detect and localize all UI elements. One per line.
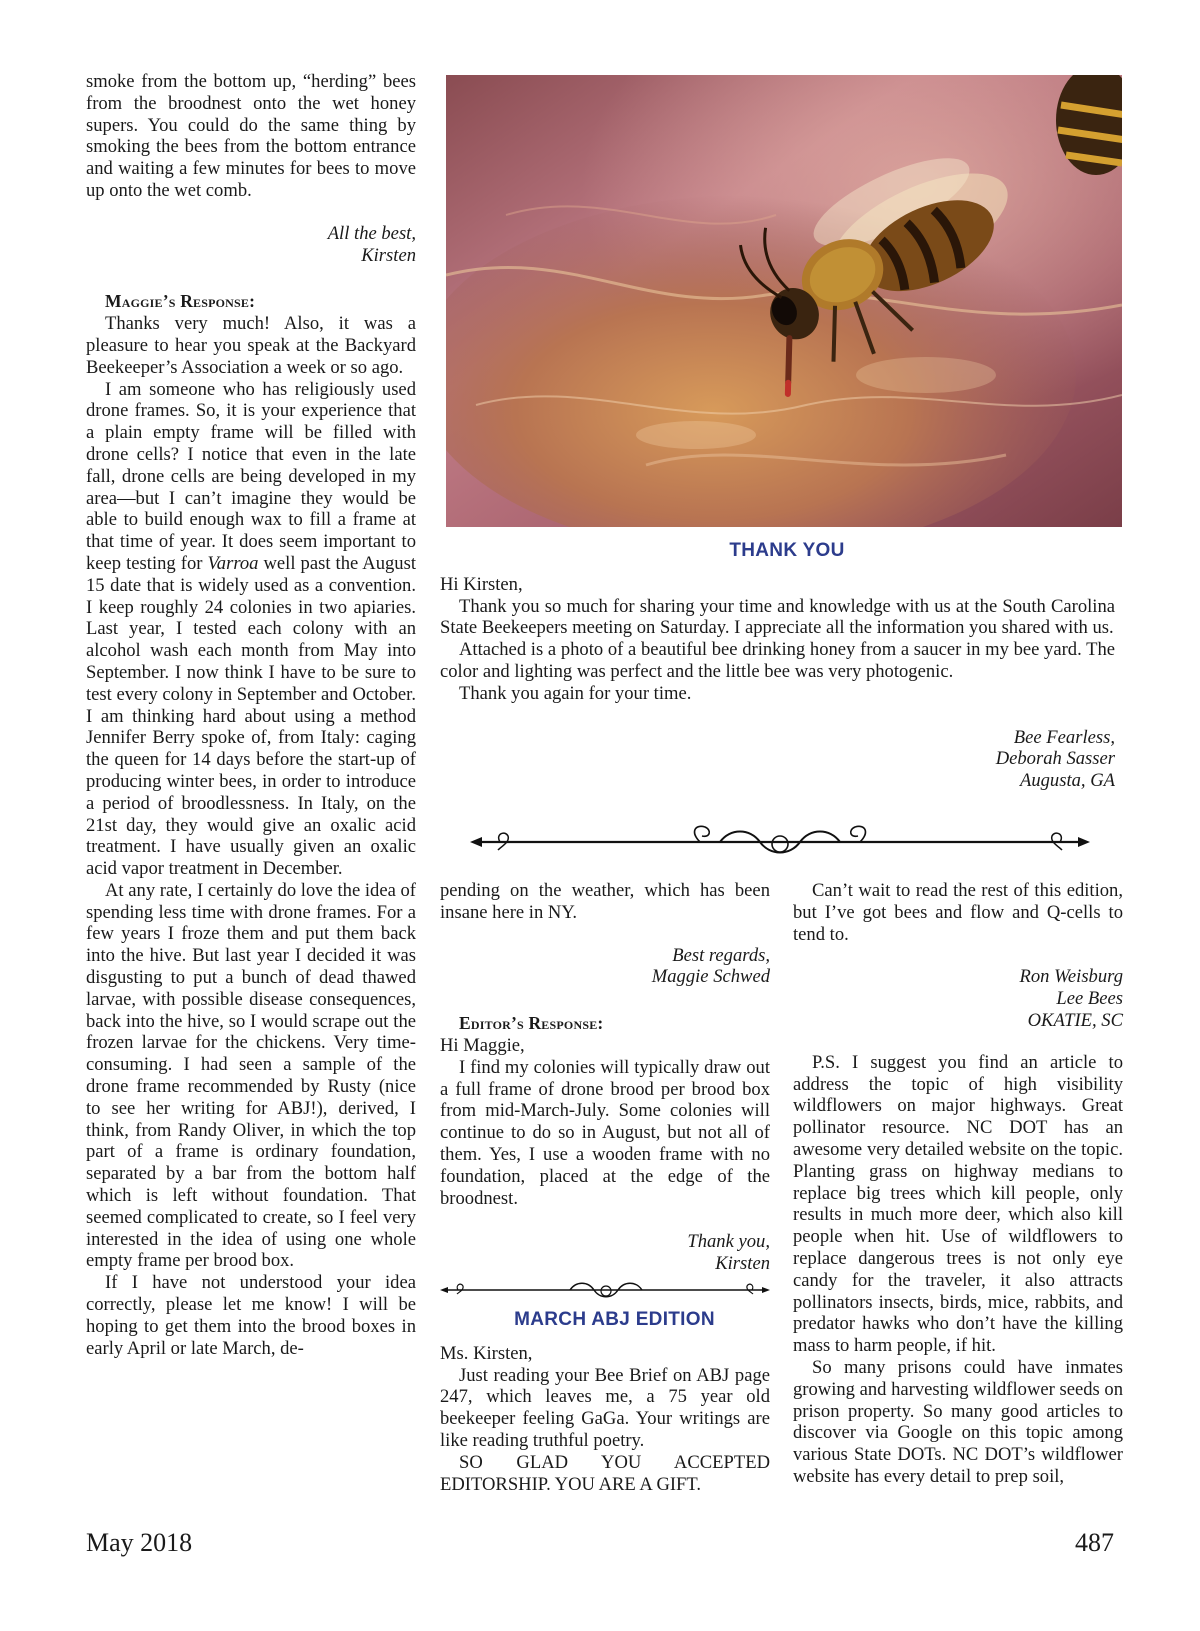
signature-line: Best regards, [672, 944, 770, 966]
body-paragraph: Just reading your Bee Brief on ABJ page 247, which leaves me, a 75 year old beekeeper feeling GaGa. Your writings are like reading truthful poetry. [440, 1364, 770, 1451]
body-paragraph: I find my colonies will typically draw out a full frame of drone brood per brood box from mid-March-July. Some colonies will continue to do so in August, but not all of them. Yes, I use a wooden frame with no foundation, placed at the edge of the broodnest. [440, 1056, 770, 1209]
body-paragraph: SO GLAD YOU ACCEPTED EDITORSHIP. YOU ARE A GIFT. [440, 1451, 770, 1495]
body-paragraph: At any rate, I certainly do love the idea of spending less time with drone frames. For a few years I froze them and put them back into the hive. But last year I decided it was disgusting to put a bunch of dead thawed larvae, with possible disease consequences, back into the hive, so I would scrape out the frozen larvae for the chickens. Very time-consuming. I had seen a sample of the drone frame recommended by Rusty (nice to see her writing for ABJ!), derived, I think, from Randy Oliver, in which the top part of a frame is ordinary foundation, separated by a bar from the bottom half which is left without foundation. That seemed complicated to create, so I feel very interested in the idea of using one whole empty frame per brood box. [86, 879, 416, 1272]
signature-business: Lee Bees [1056, 988, 1123, 1010]
signature-name: Maggie Schwed [651, 966, 770, 988]
sign-off-name: Kirsten [361, 244, 416, 266]
body-paragraph: Thank you again for your time. [459, 682, 692, 704]
right-column [793, 880, 1123, 1488]
march-edition-heading: MARCH ABJ EDITION [514, 1308, 715, 1330]
intro-paragraph: smoke from the bottom up, “herding” bees from the broodnest onto the wet honey supers. You could do the same thing by smoking the bees from the bottom entrance and waiting a few minutes for bees to move up onto the wet comb. [86, 71, 416, 201]
footer-date: May 2018 [86, 1528, 193, 1557]
thank-you-heading: THANK YOU [729, 540, 845, 561]
body-paragraph: Thank you so much for sharing your time and knowledge with us at the South Carolina State Beekeepers meeting on Saturday. I appreciate all the information you shared with us. [440, 595, 1115, 639]
maggie-response-heading: Maggie’s Response: [105, 291, 256, 312]
small-flourish-icon [440, 1277, 770, 1303]
left-column [86, 71, 416, 1359]
signature-name: Ron Weisburg [1019, 966, 1123, 988]
body-paragraph: If I have not understood your idea correctly, please let me know! I will be hoping to get them into the brood boxes in early April or late March, de- [86, 1272, 416, 1359]
thank-you-section [440, 540, 1115, 792]
italic-term: Varroa [207, 552, 259, 574]
continued-paragraph: pending on the weather, which has been insane here in NY. [440, 880, 770, 923]
body-paragraph: Can’t wait to read the rest of this edition, but I’ve got bees and flow and Q-cells to tend to. [793, 880, 1123, 945]
text-run: well past the August 15 date that is widely used as a convention. I keep roughly 24 colonies in two apiaries. Last year, I tested each colony with an alcohol wash each month from May into September. I now think I have to be sure to test every colony in September and October. I am thinking hard about using a method Jennifer Berry spoke of, from Italy: caging the queen for 14 days before the start-up of producing winter bees, in order to introduce a period of broodlessness. In Italy, on the 21st day, they would give an oxalic acid treatment. I have usually given an oxalic acid vapor treatment in December. [86, 552, 416, 880]
signature-name: Kirsten [715, 1253, 770, 1275]
body-paragraph: Thanks very much! Also, it was a pleasure to hear you speak at the Backyard Beekeeper’s Association a week or so ago. [86, 313, 416, 378]
signature-location: Augusta, GA [1019, 770, 1115, 792]
body-paragraph [86, 379, 416, 880]
body-paragraph: So many prisons could have inmates growing and harvesting wildflower seeds on prison property. So many good articles to discover via Google on this topic among various State DOTs. NC DOT’s wildflower website has every detail to prep soil, [793, 1356, 1123, 1487]
greeting: Hi Maggie, [440, 1034, 525, 1056]
page-number: 487 [1075, 1528, 1114, 1557]
signature-line: Bee Fearless, [1013, 726, 1115, 748]
body-paragraph: P.S. I suggest you find an article to address the topic of high visibility wildflowers on major highways. Great pollinator resource. NC DOT has an awesome very detailed website on the topic. Planting grass on highway medians to replace big trees which kill people, only results in much more deer, which also kill people when hit. Use of wildflowers to replace dangerous trees is not only eye candy for the traveler, it also attracts pollinators insects, birds, mice, rabbits, and predator hawks who don’t have the killing mass to harm people, if hit. [793, 1051, 1123, 1357]
signature-location: OKATIE, SC [1027, 1009, 1123, 1031]
bee-photo [446, 75, 1122, 527]
small-ornamental-divider [440, 1277, 770, 1305]
ornamental-divider [470, 822, 1090, 862]
editor-response-heading: Editor’s Response: [459, 1013, 604, 1034]
flourish-icon [470, 822, 1090, 862]
signature-line: Thank you, [687, 1231, 770, 1253]
body-paragraph: Attached is a photo of a beautiful bee drinking honey from a saucer in my bee yard. The color and lighting was perfect and the little bee was very photogenic. [440, 639, 1115, 682]
bee-illustration [446, 75, 1122, 527]
middle-column [440, 880, 770, 1495]
greeting: Ms. Kirsten, [440, 1342, 533, 1364]
text-run: I am someone who has religiously used drone frames. So, it is your experience that a plain empty frame will be filled with drone cells? I notice that even in the late fall, drone cells are being developed in my area—but I can’t imagine they would be able to build enough wax to fill a frame at that time of year. It does seem important to keep testing for [86, 378, 416, 574]
sign-off-line: All the best, [327, 222, 416, 244]
signature-name: Deborah Sasser [995, 748, 1115, 770]
greeting: Hi Kirsten, [440, 573, 523, 595]
